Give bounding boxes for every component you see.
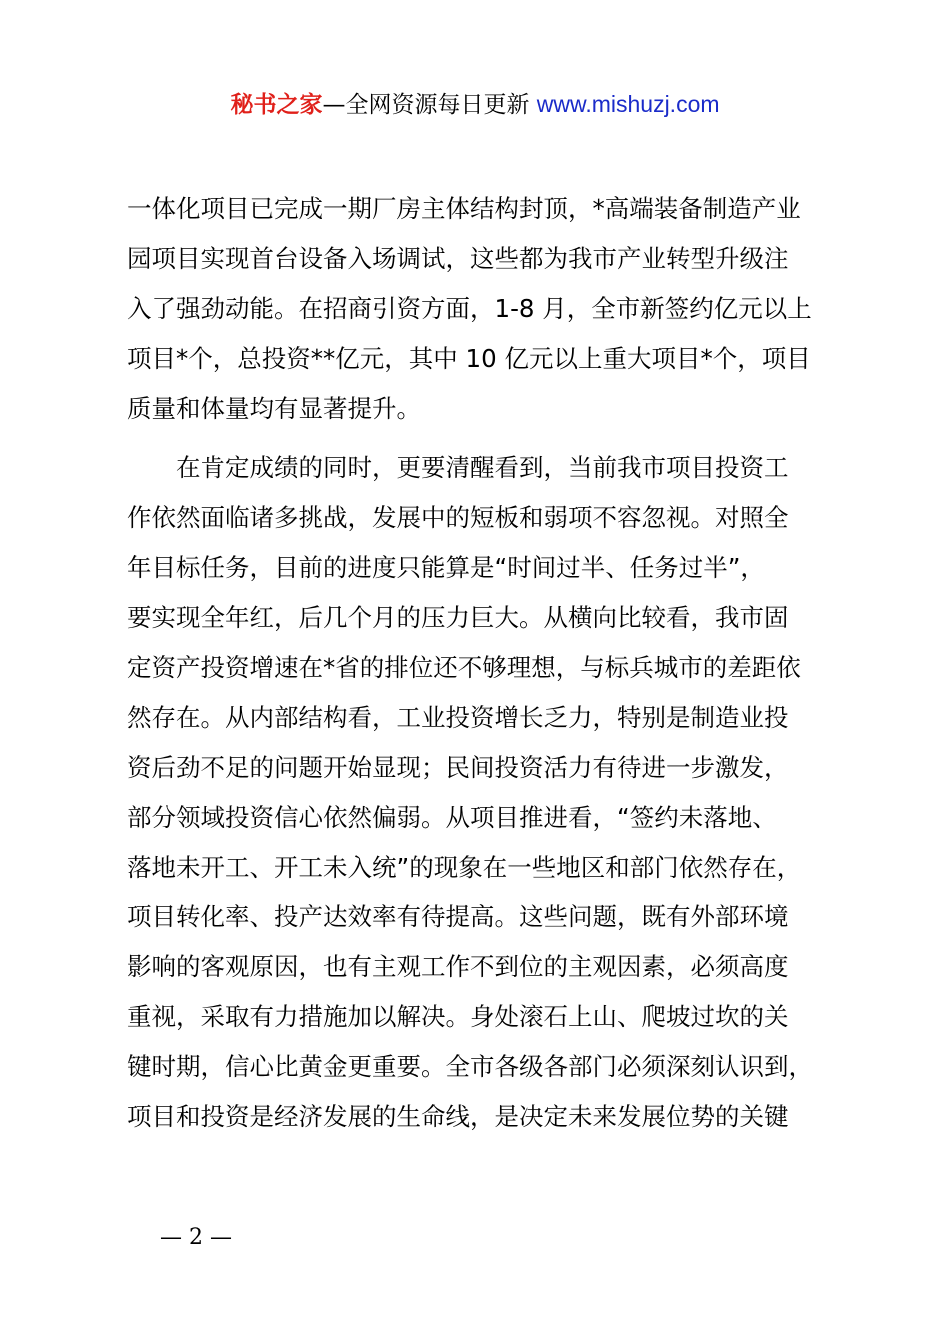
text-line: 项目转化率、投产达效率有待提高。这些问题，既有外部环境 [127, 902, 789, 932]
document-body [127, 184, 833, 1142]
text-line: 资后劲不足的问题开始显现；民间投资活力有待进一步激发， [127, 752, 789, 782]
page-number: — 2 — [160, 1225, 232, 1250]
text-line: 影响的客观原因，也有主观工作不到位的主观因素，必须高度 [127, 952, 789, 982]
text-line: 入了强劲动能。在招商引资方面，1-8 月，全市新签约亿元以上 [127, 293, 812, 323]
text-line: 园项目实现首台设备入场调试，这些都为我市产业转型升级注 [127, 243, 789, 273]
site-tagline: —全网资源每日更新 [322, 92, 537, 118]
text-line: 在肯定成绩的同时，更要清醒看到，当前我市项目投资工 [127, 453, 789, 483]
text-line: 部分领域投资信心依然偏弱。从项目推进看，“签约未落地、 [127, 802, 777, 832]
text-line: 作依然面临诸多挑战，发展中的短板和弱项不容忽视。对照全 [127, 503, 789, 533]
text-line: 质量和体量均有显著提升。 [127, 393, 421, 423]
text-line: 重视，采取有力措施加以解决。身处滚石上山、爬坡过坎的关 [127, 1002, 789, 1032]
page-header [0, 86, 950, 123]
text-line: 然存在。从内部结构看，工业投资增长乏力，特别是制造业投 [127, 702, 789, 732]
text-line: 定资产投资增速在*省的排位还不够理想，与标兵城市的差距依 [127, 653, 801, 683]
site-brand: 秘书之家 [230, 92, 323, 118]
text-line: 要实现全年红，后几个月的压力巨大。从横向比较看，我市固 [127, 603, 789, 633]
text-line: 落地未开工、开工未入统”的现象在一些地区和部门依然存在， [127, 852, 802, 882]
text-line: 键时期，信心比黄金更重要。全市各级各部门必须深刻认识到， [127, 1052, 813, 1082]
text-line: 一体化项目已完成一期厂房主体结构封顶，*高端装备制造产业 [127, 194, 801, 223]
paragraph [127, 184, 833, 433]
paragraph [127, 443, 833, 1141]
text-line: 项目和投资是经济发展的生命线，是决定未来发展位势的关键 [127, 1102, 789, 1132]
site-url[interactable]: www.mishuzj.com [536, 91, 720, 117]
text-line: 项目*个，总投资**亿元，其中 10 亿元以上重大项目*个，项目 [127, 343, 811, 373]
text-line: 年目标任务，目前的进度只能算是“时间过半、任务过半”， [127, 553, 765, 583]
